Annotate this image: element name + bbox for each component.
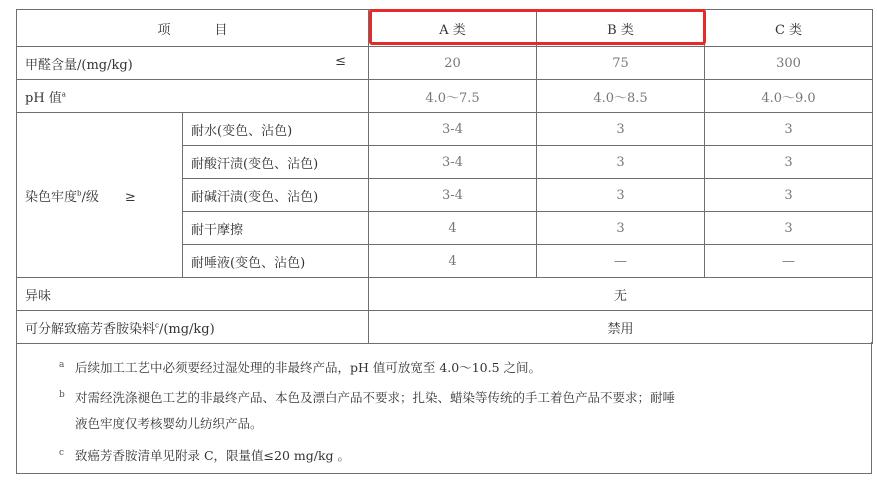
row-formaldehyde [17,47,873,80]
fastness-item-name: 耐干摩擦 [183,212,369,245]
fastness-item-name: 耐碱汗渍(变色、沾色) [183,179,369,212]
row-ph [17,80,873,113]
fastness-b: 3 [537,113,705,146]
azo-label: 可分解致癌芳香胺染料$^c$/(mg/kg) [17,311,369,344]
footnote-mark: c [59,448,65,458]
fastness-b: — [537,245,705,278]
fastness-c: — [705,245,873,278]
fastness-c: 3 [705,113,873,146]
ph-c: 4.0～9.0 [705,80,873,113]
fastness-item-name: 耐唾液(变色、沾色) [183,245,369,278]
footnote-mark: a [59,360,65,370]
fastness-b: 3 [537,146,705,179]
fastness-c: 3 [705,146,873,179]
ge-symbol: ≥ [124,189,136,205]
ph-label: pH 值$^a$ [17,80,369,113]
row-fastness-water [17,113,873,146]
header-class-a: A 类 [369,10,537,47]
header-item: 项 目 [17,10,369,47]
fastness-a: 3-4 [369,179,537,212]
fastness-b: 3 [537,212,705,245]
ph-a: 4.0～7.5 [369,80,537,113]
footnote-b: b 对需经洗涤褪色工艺的非最终产品、本色及漂白产品不要求；扎染、蜡染等传统的手工着色产品不要求；耐唾 液色牢度仅考核婴幼儿纺织产品。 [75,385,865,437]
fastness-a: 3-4 [369,113,537,146]
footnote-mark: b [59,390,65,400]
header-class-c: C 类 [705,10,873,47]
footnote-c: c 致癌芳香胺清单见附录 C，限量值≤20 mg/kg 。 [75,443,865,469]
odor-label: 异味 [17,278,369,311]
fastness-c: 3 [705,179,873,212]
fastness-a: 4 [369,212,537,245]
ph-b: 4.0～8.5 [537,80,705,113]
requirements-table [16,9,873,344]
highlight-box [369,9,706,45]
fastness-a: 4 [369,245,537,278]
fastness-b: 3 [537,179,705,212]
row-azo-dyes [17,311,873,344]
formaldehyde-label: 甲醛含量/(mg/kg) ≤ [17,47,369,80]
row-odor [17,278,873,311]
formaldehyde-b: 75 [537,47,705,80]
fastness-label: 染色牢度$^b$/级 ≥ [17,113,183,278]
header-class-b: B 类 [537,10,705,47]
footnote-a: a 后续加工工艺中必须要经过湿处理的非最终产品，pH 值可放宽至 4.0～10.5 之间。 [75,355,865,381]
formaldehyde-c: 300 [705,47,873,80]
le-symbol: ≤ [335,53,346,69]
fastness-item-name: 耐水(变色、沾色) [183,113,369,146]
fastness-a: 3-4 [369,146,537,179]
odor-value: 无 [369,278,873,311]
fastness-item-name: 耐酸汗渍(变色、沾色) [183,146,369,179]
formaldehyde-a: 20 [369,47,537,80]
azo-value: 禁用 [369,311,873,344]
footnotes [16,342,872,474]
fastness-c: 3 [705,212,873,245]
